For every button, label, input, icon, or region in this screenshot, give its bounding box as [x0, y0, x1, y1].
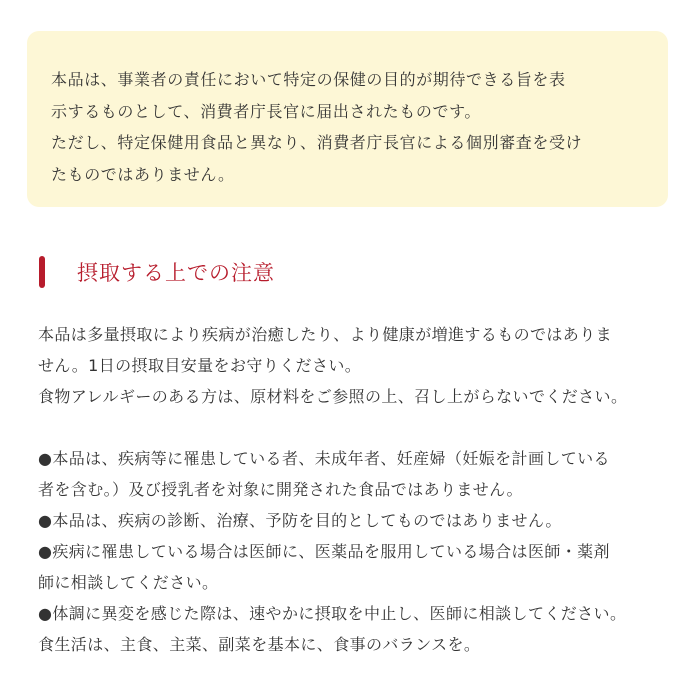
- notice-line: たものではありません。: [51, 164, 235, 184]
- section-title: 摂取する上での注意: [77, 261, 275, 285]
- caution-intro-line: 本品は多量摂取により疾病が治癒したり、より健康が増進するものではありま: [38, 325, 613, 344]
- caution-bullet-line: 食生活は、主食、主菜、副菜を基本に、食事のバランスを。: [38, 635, 481, 654]
- caution-bullet-line: ●本品は、疾病等に罹患している者、未成年者、妊産婦（妊娠を計画している: [38, 449, 610, 468]
- caution-bullet-line: ●疾病に罹患している場合は医師に、医薬品を服用している場合は医師・薬剤: [38, 542, 610, 561]
- notice-line: 本品は、事業者の責任において特定の保健の目的が期待できる旨を表: [51, 70, 566, 89]
- caution-intro-line: 食物アレルギーのある方は、原材料をご参照の上、召し上がらないでください。: [38, 387, 628, 406]
- caution-bullet-line: ●体調に異変を感じた際は、速やかに摂取を中止し、医師に相談してください。: [38, 604, 627, 623]
- caution-text: [38, 319, 678, 660]
- caution-bullet-line: 者を含む。）及び授乳者を対象に開発された食品ではありません。: [38, 480, 523, 499]
- heading-accent-bar: [39, 256, 45, 288]
- caution-intro-line: せん。1日の摂取目安量をお守りください。: [38, 356, 362, 375]
- paragraph-spacer: [38, 412, 678, 443]
- section-heading: [39, 256, 275, 288]
- caution-bullet-line: 師に相談してください。: [38, 573, 219, 592]
- notice-box: [27, 31, 668, 207]
- caution-bullet-line: ●本品は、疾病の診断、治療、予防を目的としてものではありません。: [38, 511, 562, 530]
- notice-line: 示するものとして、消費者庁長官に届出されたものです。: [51, 101, 482, 121]
- notice-line: ただし、特定保健用食品と異なり、消費者庁長官による個別審査を受け: [51, 133, 583, 152]
